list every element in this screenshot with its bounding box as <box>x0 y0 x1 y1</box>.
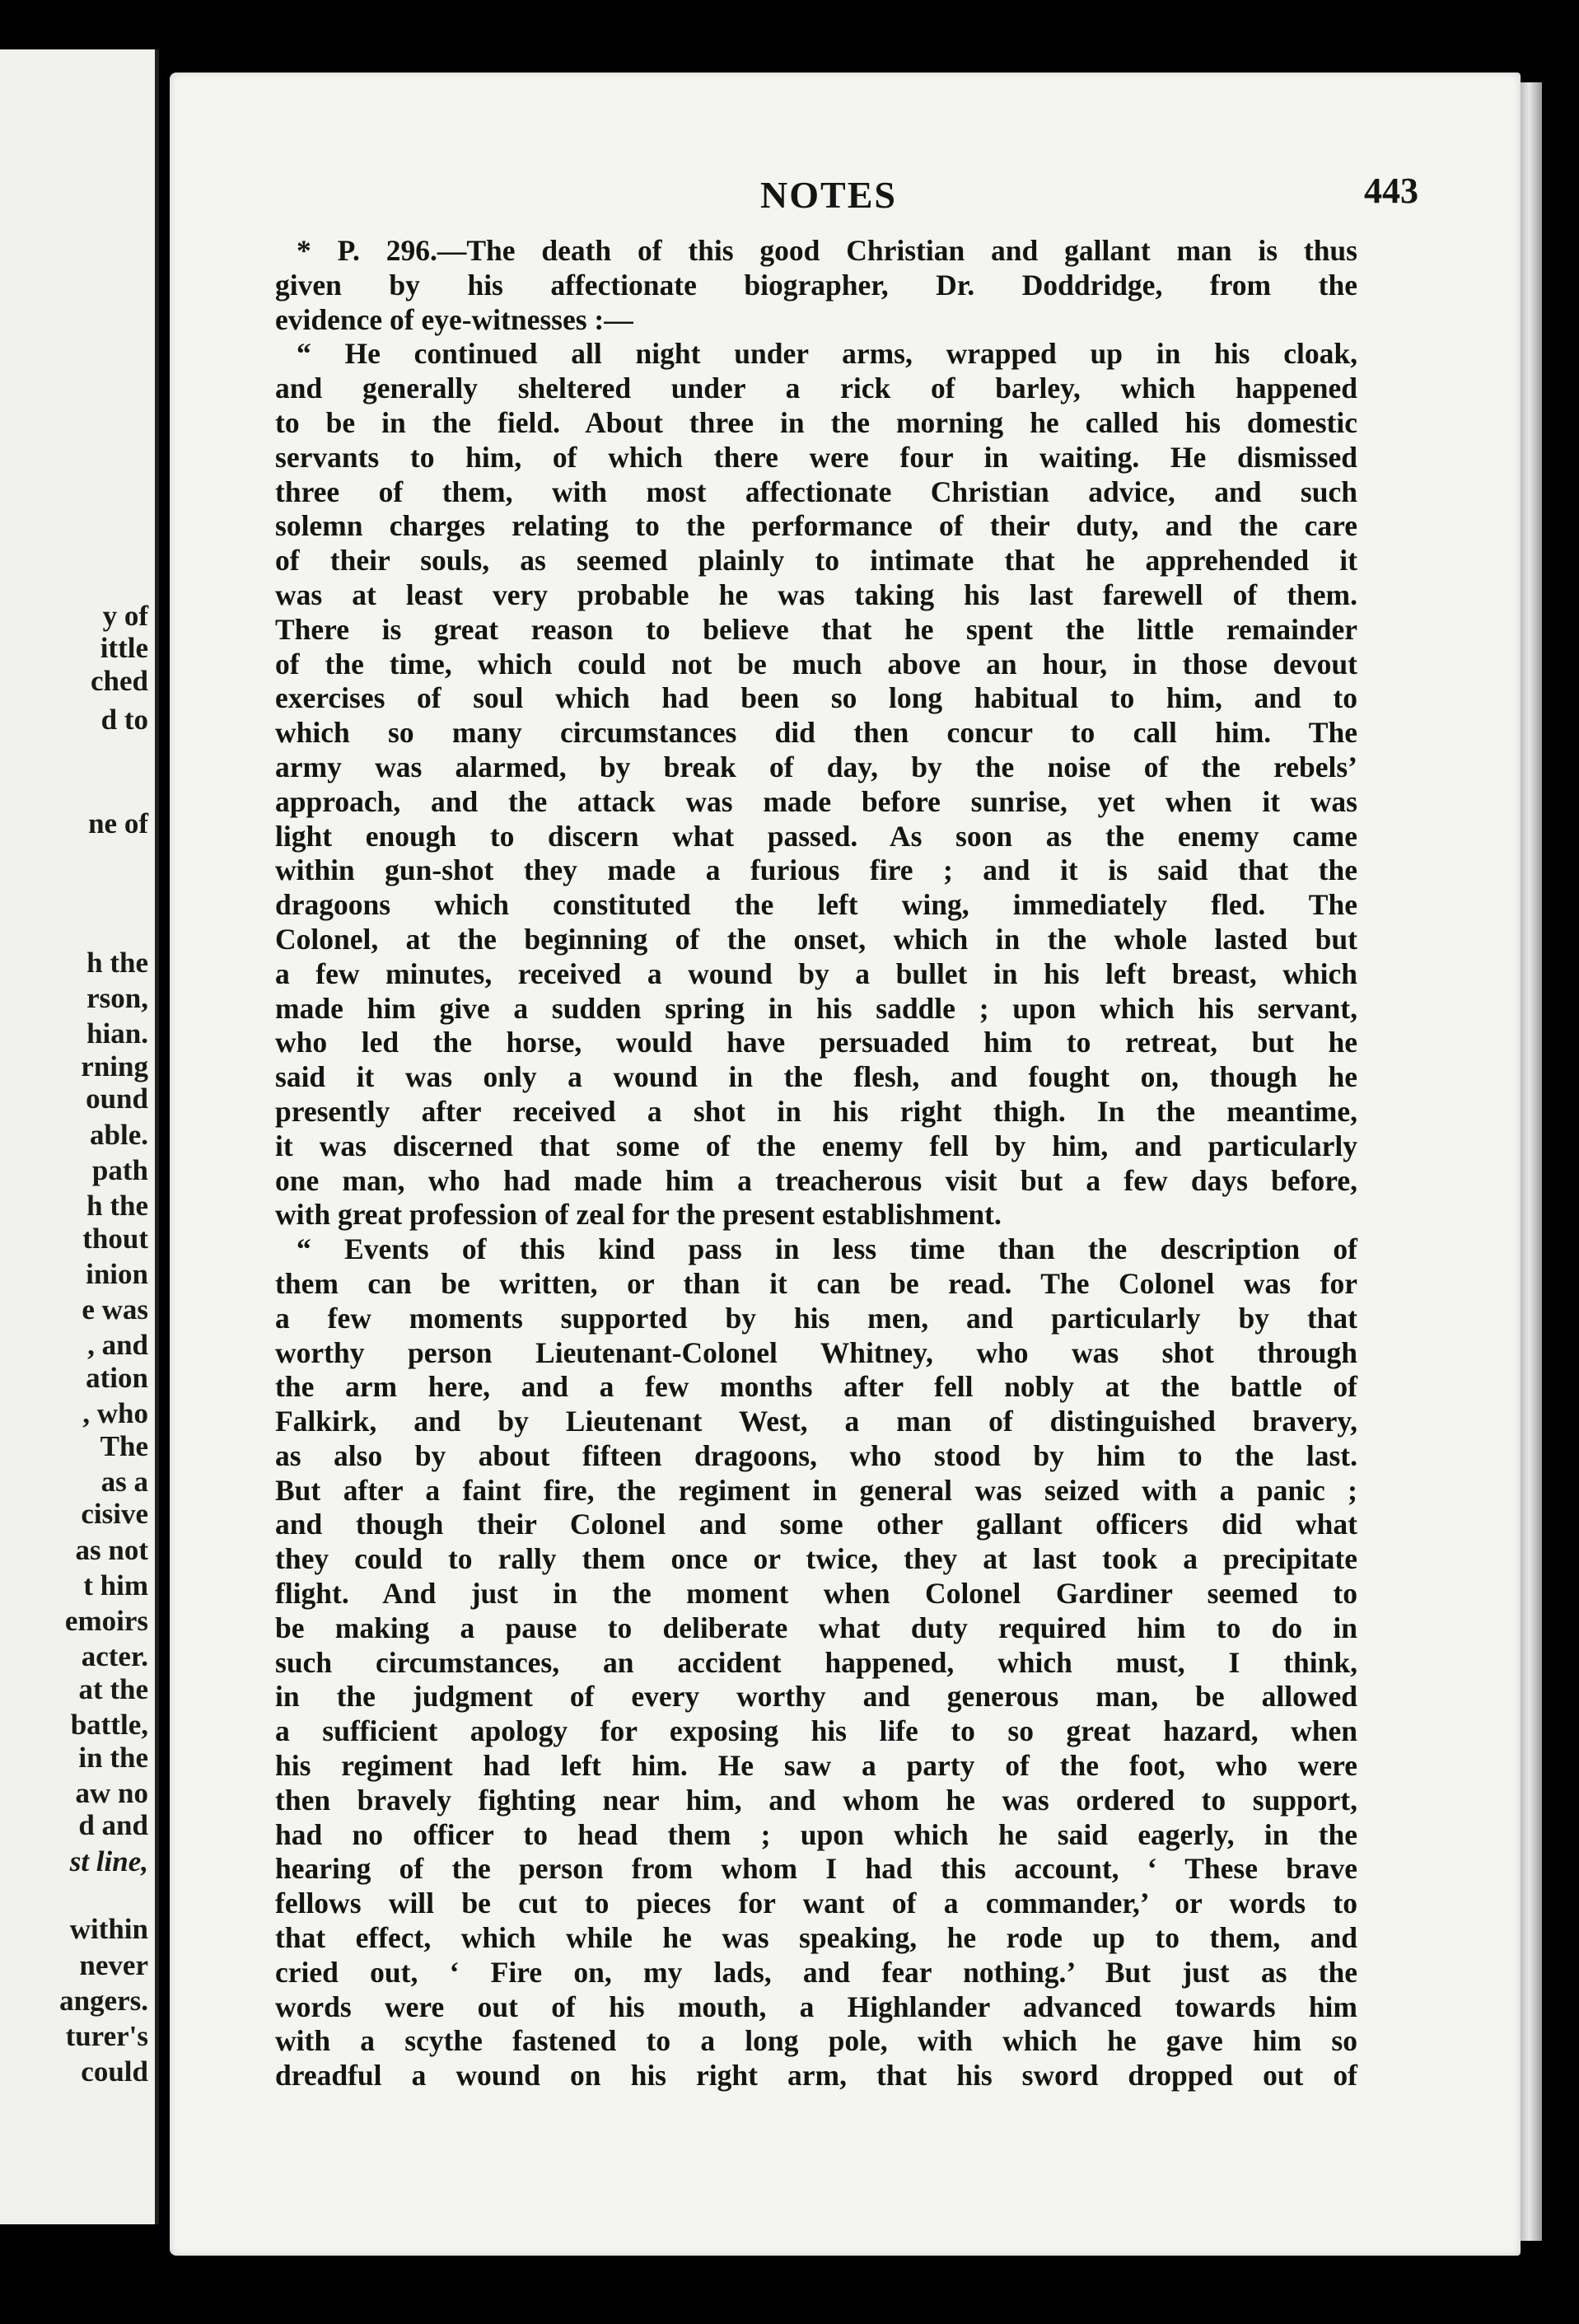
facing-page-fragment: ched <box>91 664 148 697</box>
text-line: army was alarmed, by break of day, by the noise of the rebels’ <box>275 750 1357 783</box>
facing-page-fragment: ound <box>86 1083 148 1115</box>
facing-page-fragment: battle, <box>70 1709 148 1741</box>
facing-page-fragment: ittle <box>100 632 148 665</box>
text-line: and generally sheltered under a rick of barley, which happened <box>275 372 1357 405</box>
text-line: There is great reason to believe that he spent the little remainder <box>275 612 1357 646</box>
facing-page-fragment: path <box>91 1153 148 1186</box>
facing-page-fragment: st line, <box>69 1845 148 1877</box>
text-line: a few moments supported by his men, and particularly by that <box>275 1301 1357 1335</box>
facing-page-fragment: The <box>100 1429 148 1462</box>
book-page <box>170 72 1521 2256</box>
page-number: 443 <box>1364 171 1418 211</box>
paragraph <box>275 1232 1357 2093</box>
facing-page-fragment: turer's <box>65 2020 148 2052</box>
facing-page-fragment: could <box>81 2055 148 2088</box>
facing-page-fragment: , who <box>82 1397 148 1429</box>
facing-page-fragment: able. <box>90 1118 148 1151</box>
text-line: a few minutes, received a wound by a bullet in his left breast, which <box>275 956 1357 990</box>
facing-page-fragment: rson, <box>86 982 148 1014</box>
paragraph <box>275 234 1357 337</box>
text-line: be making a pause to deliberate what duty required him to do in <box>275 1611 1357 1644</box>
text-line: servants to him, of which there were four in waiting. He dismissed <box>275 440 1357 474</box>
facing-page-fragment: h the <box>86 1190 148 1222</box>
facing-page-fragment: d to <box>100 703 148 736</box>
text-line: of their souls, as seemed plainly to intimate that he apprehended it <box>275 544 1357 577</box>
text-line: within gun-shot they made a furious fire ; and it is said that the <box>275 853 1357 887</box>
text-line: who led the horse, would have persuaded him to retreat, but he <box>275 1026 1357 1059</box>
text-line: exercises of soul which had been so long habitual to him, and to <box>275 681 1357 715</box>
facing-page-fragment: angers. <box>59 1984 148 2017</box>
paragraph <box>275 337 1357 1232</box>
facing-page-fragment: aw no <box>75 1776 148 1809</box>
text-line: his regiment had left him. He saw a party of the foot, who were <box>275 1749 1357 1783</box>
text-line: one man, who had made him a treacherous visit but a few days before, <box>275 1163 1357 1197</box>
facing-page-fragment: t him <box>83 1569 148 1602</box>
page-edge <box>1521 82 1542 2241</box>
text-line: that effect, which while he was speaking, he rode up to them, and <box>275 1921 1357 1955</box>
text-line: such circumstances, an accident happened, which must, I think, <box>275 1645 1357 1679</box>
text-line: said it was only a wound in the flesh, and fought on, though he <box>275 1060 1357 1094</box>
text-line: they could to rally them once or twice, they at last took a precipitate <box>275 1542 1357 1576</box>
facing-page-fragment: rning <box>81 1050 148 1083</box>
facing-page-fragment: thout <box>82 1222 148 1255</box>
text-line: as also by about fifteen dragoons, who stood by him to the last. <box>275 1438 1357 1472</box>
facing-page-fragment: at the <box>78 1672 148 1705</box>
facing-page-fragment: as not <box>75 1533 148 1566</box>
text-line: of the time, which could not be much above an hour, in those devout <box>275 647 1357 680</box>
text-line: dragoons which constituted the left wing, immediately fled. The <box>275 888 1357 922</box>
text-line: three of them, with most affectionate Christian advice, and such <box>275 475 1357 508</box>
text-line: had no officer to head them ; upon which he said eagerly, in the <box>275 1817 1357 1851</box>
facing-page-fragment: d and <box>78 1809 148 1842</box>
text-line: But after a faint fire, the regiment in general was seized with a panic ; <box>275 1473 1357 1507</box>
text-line: presently after received a shot in his right thigh. In the meantime, <box>275 1094 1357 1128</box>
facing-page-fragment: acter. <box>81 1640 148 1673</box>
facing-page-fragment: ation <box>86 1361 148 1394</box>
facing-page-fragment: in the <box>78 1741 148 1774</box>
text-line: given by his affectionate biographer, Dr. Doddridge, from the <box>275 268 1357 302</box>
text-line: light enough to discern what passed. As soon as the enemy came <box>275 819 1357 853</box>
text-line: in the judgment of every worthy and generous man, be allowed <box>275 1680 1357 1714</box>
facing-page-fragment: , and <box>87 1329 148 1362</box>
text-line: was at least very probable he was taking his last farewell of them. <box>275 577 1357 611</box>
facing-page-edge <box>0 49 159 2224</box>
text-line: Colonel, at the beginning of the onset, which in the whole lasted but <box>275 922 1357 956</box>
facing-page-fragment: cisive <box>81 1498 148 1531</box>
facing-page-fragment: e was <box>82 1293 148 1326</box>
text-line: fellows will be cut to pieces for want of a commander,’ or words to <box>275 1887 1357 1920</box>
text-line: it was discerned that some of the enemy fell by him, and particularly <box>275 1129 1357 1162</box>
text-line: a sufficient apology for exposing his life to so great hazard, when <box>275 1714 1357 1748</box>
text-line: with a scythe fastened to a long pole, with which he gave him so <box>275 2024 1357 2058</box>
text-line: worthy person Lieutenant-Colonel Whitney, who was shot through <box>275 1335 1357 1369</box>
text-line: made him give a sudden spring in his saddle ; upon which his servant, <box>275 991 1357 1025</box>
text-line: then bravely fighting near him, and whom he was ordered to support, <box>275 1783 1357 1817</box>
text-line: to be in the field. About three in the morning he called his domestic <box>275 405 1357 439</box>
running-head <box>170 173 1521 222</box>
facing-page-fragment: hian. <box>86 1017 148 1050</box>
text-line: evidence of eye-witnesses :— <box>275 302 633 336</box>
text-line: * P. 296.—The death of this good Christian and gallant man is thus <box>297 234 1357 267</box>
text-line: hearing of the person from whom I had this account, ‘ These brave <box>275 1852 1357 1886</box>
text-line: “ Events of this kind pass in less time than the description of <box>297 1232 1357 1266</box>
text-line: and though their Colonel and some other gallant officers did what <box>275 1508 1357 1541</box>
facing-page-fragment: emoirs <box>64 1605 148 1637</box>
text-line: solemn charges relating to the performance of their duty, and the care <box>275 509 1357 543</box>
text-line: flight. And just in the moment when Colonel Gardiner seemed to <box>275 1577 1357 1611</box>
text-line: with great profession of zeal for the present establishment. <box>275 1198 1002 1232</box>
text-line: Falkirk, and by Lieutenant West, a man of distinguished bravery, <box>275 1405 1357 1438</box>
running-title: NOTES <box>760 174 897 216</box>
facing-page-fragment: as a <box>100 1465 148 1498</box>
text-line: dreadful a wound on his right arm, that his sword dropped out of <box>275 2059 1357 2093</box>
facing-page-fragment: h the <box>86 946 148 979</box>
facing-page-fragment: never <box>79 1948 148 1981</box>
text-line: words were out of his mouth, a Highlander advanced towards him <box>275 1990 1357 2023</box>
facing-page-fragment: within <box>69 1913 148 1946</box>
text-line: which so many circumstances did then concur to call him. The <box>275 716 1357 750</box>
text-line: the arm here, and a few months after fell nobly at the battle of <box>275 1370 1357 1404</box>
facing-page-fragment: y of <box>102 599 148 632</box>
text-line: them can be written, or than it can be read. The Colonel was for <box>275 1266 1357 1300</box>
text-line: cried out, ‘ Fire on, my lads, and fear nothing.’ But just as the <box>275 1955 1357 1989</box>
text-line: approach, and the attack was made before sunrise, yet when it was <box>275 784 1357 818</box>
facing-page-fragment: inion <box>86 1257 148 1290</box>
notes-text <box>275 234 1357 2093</box>
text-line: “ He continued all night under arms, wrapped up in his cloak, <box>297 337 1357 371</box>
facing-page-fragment: ne of <box>88 807 148 839</box>
